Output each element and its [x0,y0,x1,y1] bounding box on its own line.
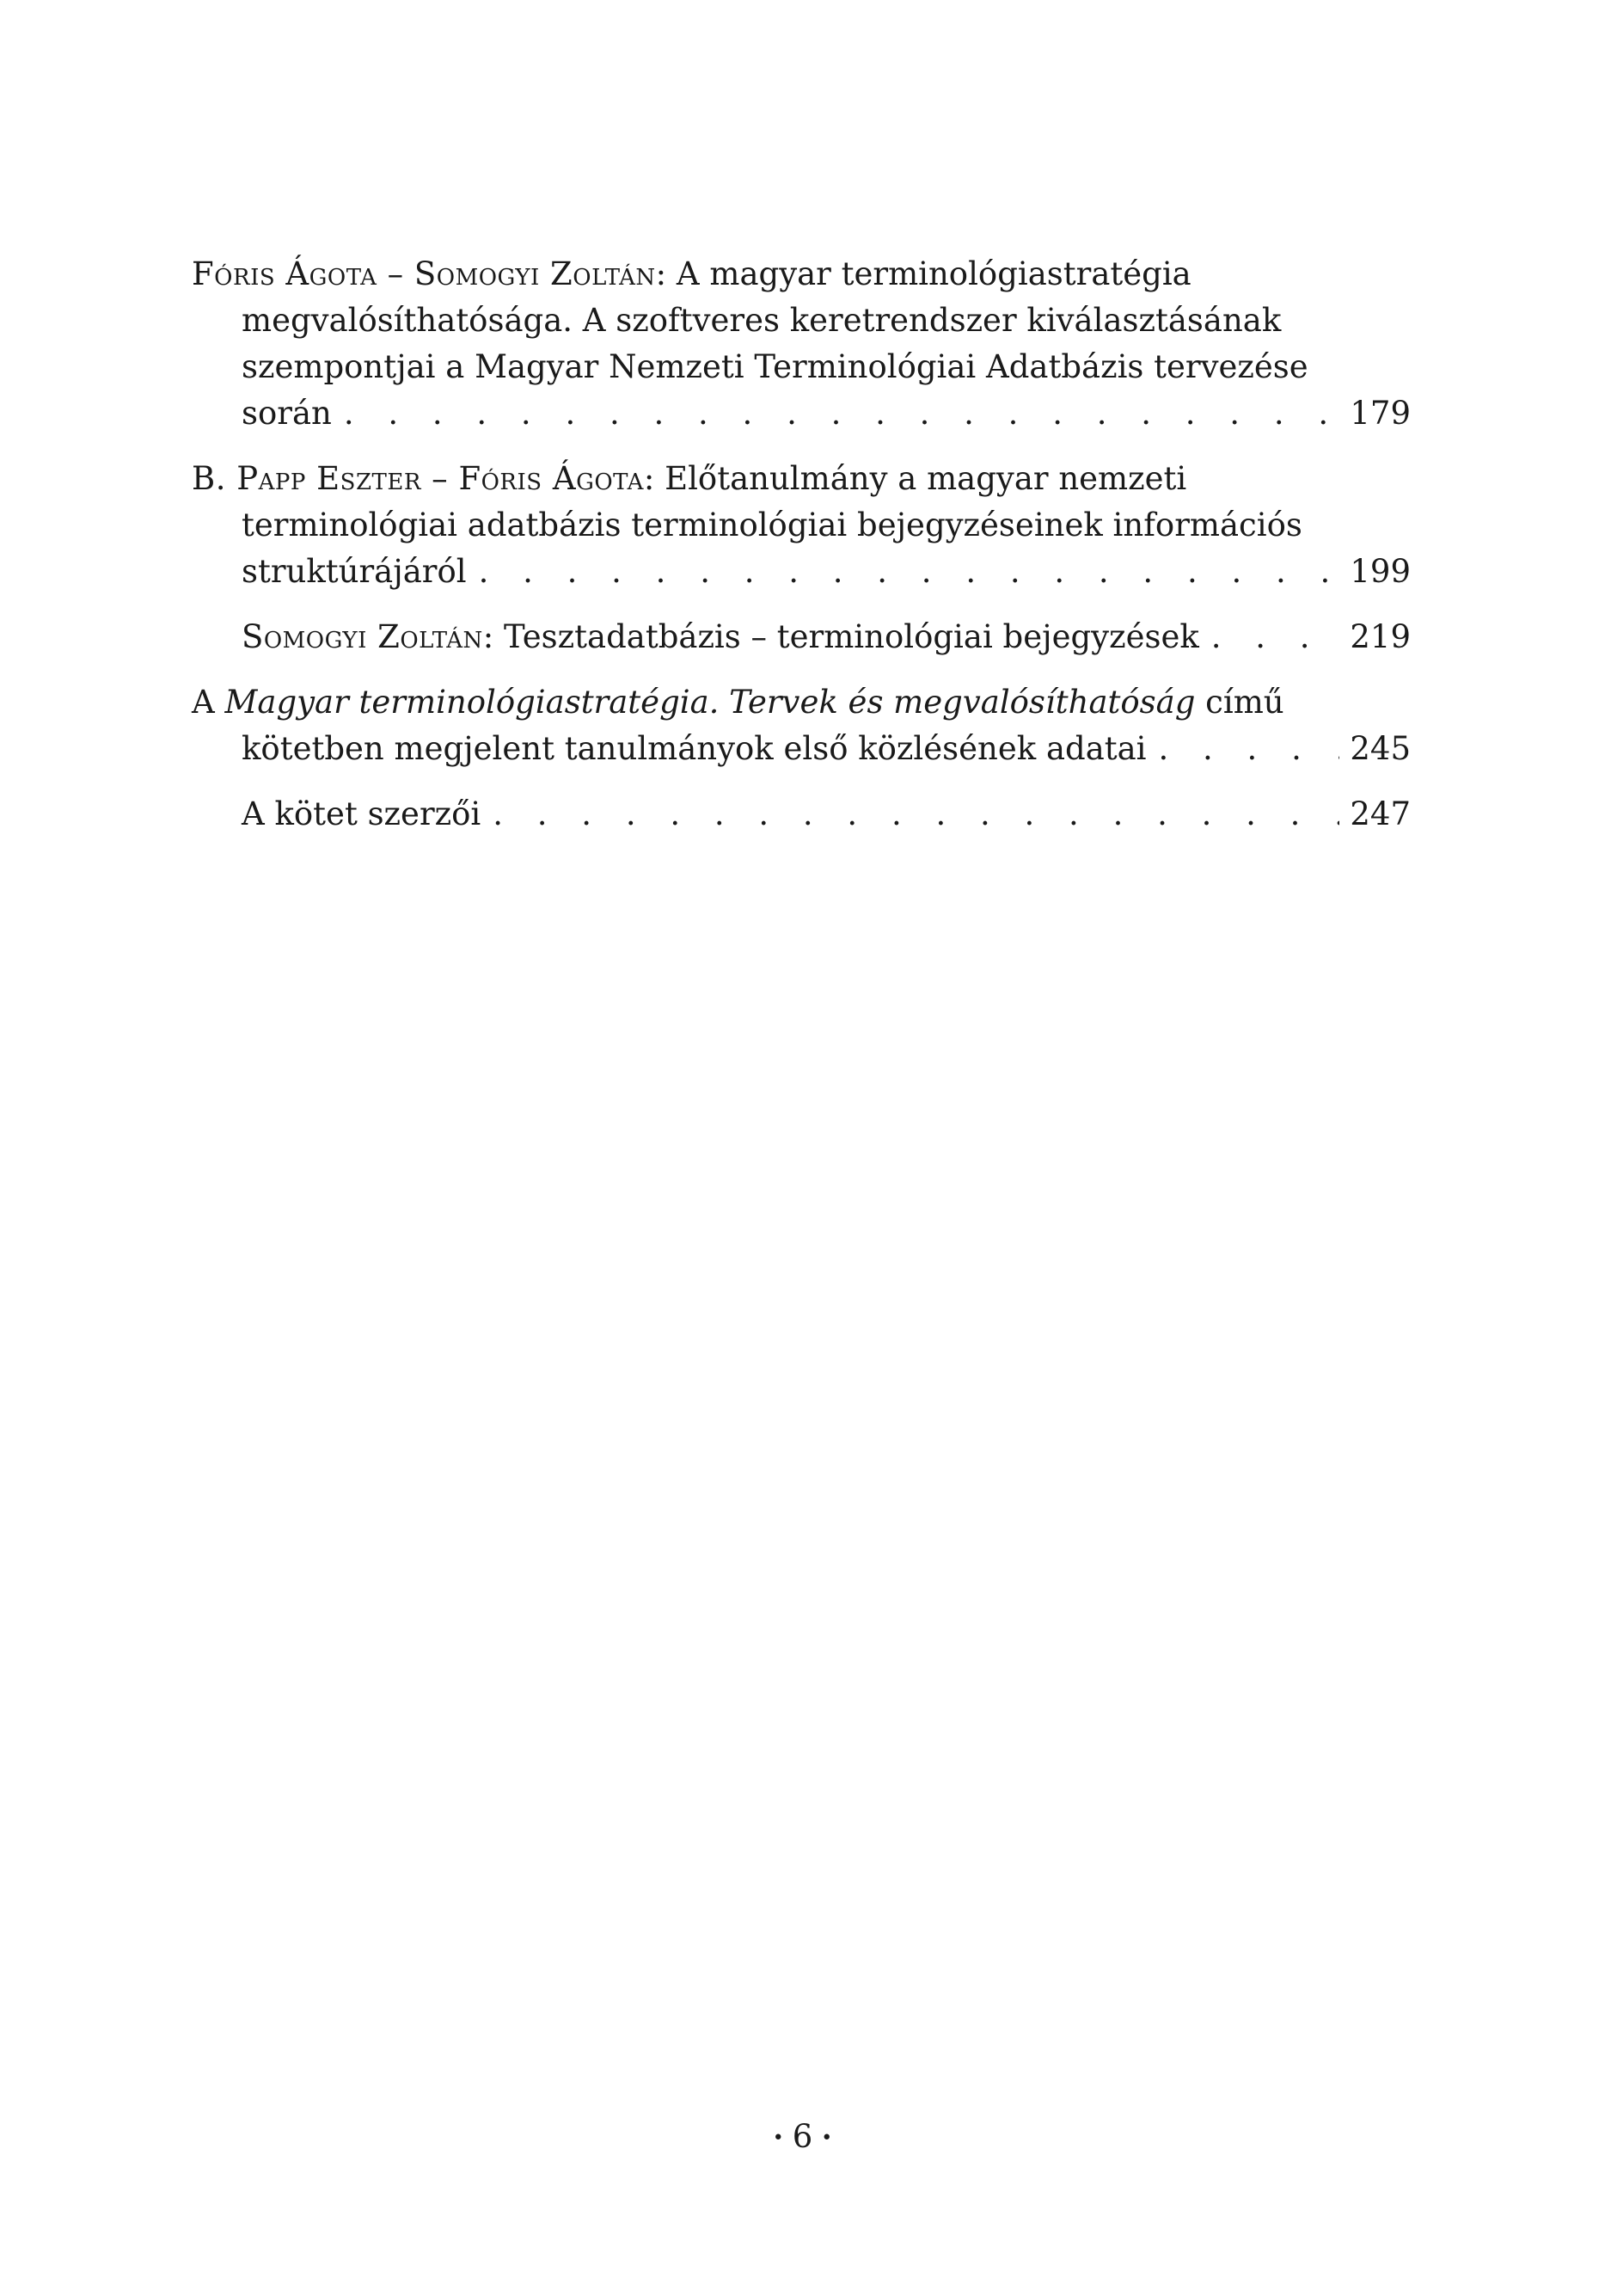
folio-bullet-right: • [821,2127,833,2149]
toc-entry-page-number: 245 [1350,730,1411,767]
toc-entry-title: A kötet szerzői [242,795,481,832]
toc-entry-title-line: A magyar terminológiastratégia [676,255,1191,292]
author-title-colon: : [643,460,665,497]
toc-entry-last-line [242,614,1411,660]
folio-bullet-left: • [772,2127,784,2149]
toc-entry-authors: B. Papp Eszter – Fóris Ágota [192,460,644,497]
toc-entry-page-number: 247 [1350,795,1411,832]
toc-entry-authors: Fóris Ágota – Somogyi Zoltán [192,255,656,292]
toc-entry-prefix: A [192,684,215,721]
toc-entry-title: Tesztadatbázis – terminológiai bejegyzések [503,618,1199,655]
toc-entry-page-number: 179 [1350,395,1411,432]
author-title-colon: : [655,255,677,292]
toc-entry-italic-title: Magyar terminológiastratégia. Tervek és megvalósíthatóság [224,684,1196,721]
toc-entry [192,791,1411,838]
toc-entry-title-end: kötetben megjelent tanulmányok első közlésének adatai [242,730,1147,767]
toc-entry-title-end: struktúrájáról [242,553,467,590]
toc-entry-title-line: terminológiai adatbázis terminológiai bejegyzéseinek információs [242,506,1302,543]
toc-entry [192,614,1411,660]
toc-entry-title-end [242,614,1199,660]
dot-leader [344,390,1340,437]
page-folio [0,2115,1605,2160]
toc-entry-last-line [242,390,1411,437]
toc-entry-title-line: megvalósíthatósága. A szoftveres keretrendszer kiválasztásának [242,302,1282,339]
toc-entry [192,679,1411,772]
toc-entry-authors: Somogyi Zoltán [242,618,483,655]
toc-entry [192,251,1411,437]
author-title-colon: : [482,618,504,655]
toc-entry-title-end: során [242,395,332,432]
dot-leader [1159,726,1340,772]
toc-entry-last-line [242,726,1411,772]
toc-entry-suffix: című [1205,684,1284,721]
toc-entry-last-line [242,549,1411,595]
table-of-contents [192,251,1411,856]
toc-entry-title-line: szempontjai a Magyar Nemzeti Terminológiai Adatbázis tervezése [242,348,1308,385]
toc-entry-title-line: Előtanulmány a magyar nemzeti [665,460,1187,497]
page-number: 6 [792,2118,813,2155]
toc-entry-page-number: 219 [1350,618,1411,655]
dot-leader [493,791,1339,838]
toc-entry [192,456,1411,595]
toc-entry-page-number: 199 [1350,553,1411,590]
dot-leader [1211,614,1340,660]
dot-leader [479,549,1340,595]
toc-entry-last-line [242,791,1411,838]
